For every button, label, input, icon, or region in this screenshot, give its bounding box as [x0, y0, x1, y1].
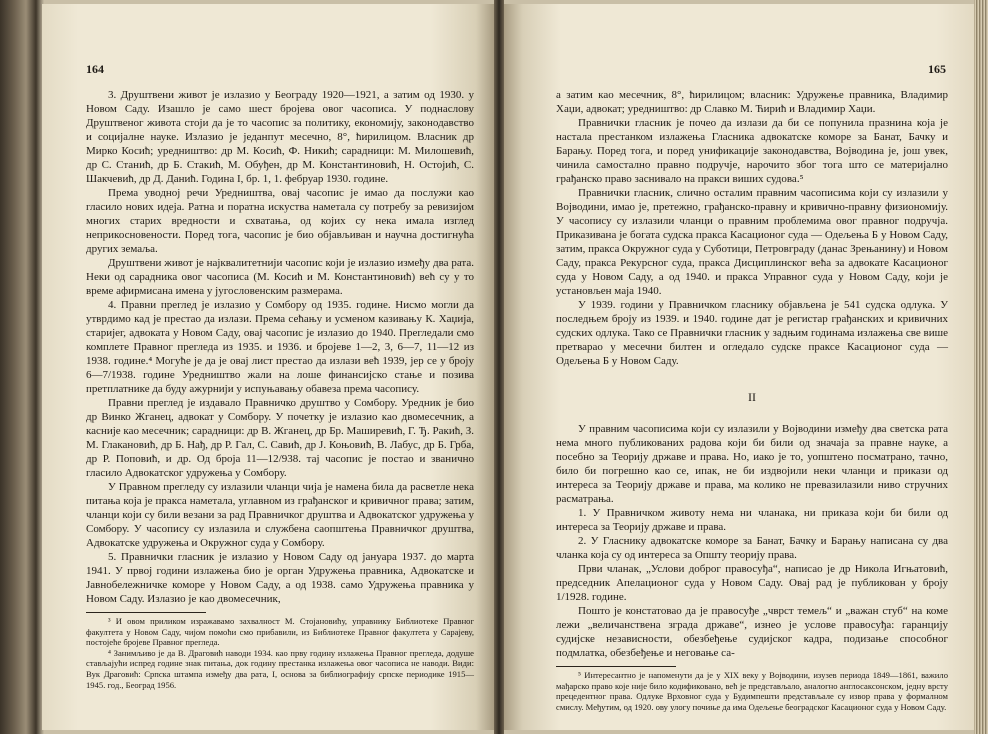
paragraph: Друштвени живот је најквалитетнији часопис који је излазио између два рата. Неки од сарадника овог часописа (М. Косић и М. Константиновић) већ су у то време афирмисана имена у југословенским размерама.: [86, 257, 474, 297]
footnote: ⁴ Занимљиво је да В. Драговић наводи 1934. као прву годину излажења Правног прегледа, додуше стављајући испред године знак питања, док годину престанка излажења овог часописа не наводи. Види: Вук Драговић: Српска штампа између два рата, I, основа за библиографију српске периодике 1915—1945. год., Београд 1956.: [86, 647, 474, 690]
paragraph: 1. У Правничком животу нема ни чланака, ни приказа који би били од интереса за Теорију државе и права.: [556, 507, 948, 533]
paragraph: а затим као месечник, 8°, ћирилицом; власник: Удружење правника, Владимир Хаџи, адвокат; уредништво: др Славко М. Ћирић и Владимир Хаџи.: [556, 89, 948, 115]
right-page: [504, 4, 974, 730]
right-page-number: 165: [928, 62, 946, 76]
paragraph: Први чланак, „Услови доброг правосуђа“, написао је др Никола Игњатовић, председник Апелационог суда у Новом Саду. Овај рад је публикован у броју 1/1928. године.: [556, 563, 948, 603]
paragraph: 4. Правни преглед је излазио у Сомбору од 1935. године. Нисмо могли да утврдимо кад је престао да излази. Према сећању и усменом казивању К. Хаџија, старијег, адвоката у Новом Саду, овај часопис је излазио до 1940. Прегледали смо комплете Правног прегледа из 1935. и 1936. и бројеве 1—2, 3, 6—7, 11—12 из 1938. године.⁴ Могуће је да је овај лист престао да излази већ 1939, јер се у броју 6—7/1938. године Уредништво жали на лоше финансијско стање и позива претплатнике да буду ажурнији у испуњавању обавеза према часопису.: [86, 299, 474, 395]
paragraph: Правни преглед је издавало Правничко друштво у Сомбору. Уредник је био др Винко Жганец, адвокат у Сомбору. У почетку је излазио као двомесечник, а касније као месечник; сарадници: др В. Жганец, др Бр. Маширевић, Г. Ђ. Ракић, З. М. Глакановић, др Б. Нађ, др Р. Гал, С. Савић, др Ј. Коњовић, В. Лабус, др Б. Грба, др Р. Поповић, и др. Од броја 11—12/938. тај часопис је постао и званично гласило Адвокатског удружења у Сомбору.: [86, 397, 474, 479]
paragraph: Правнички гласник је почео да излази да би се попунила празнина која је настала престанком излажења Гласника адвокатске коморе за Банат, Бачку и Барању. Поред тога, и поред унификације законодавства, Војводина је, још увек, чинила самостално правно подручје, нарочито због тога што се материјално грађанско право заснивало на пракси виших судова.⁵: [556, 117, 948, 185]
left-page: [42, 4, 494, 730]
footnote-divider: [556, 666, 676, 667]
paragraph: Према уводној речи Уредништва, овај часопис је имао да послужи као гласило нових идеја. Ратна и поратна искуства наметала су потребу за ревизијом многих старих вредности и схватања, од којих су нека имала изглед неприкосновености. Поред тога, часопис је био објављиван и научна достигнућа других земаља.: [86, 187, 474, 255]
left-page-number: 164: [86, 62, 104, 76]
paragraph: У 1939. години у Правничком гласнику објављена је 541 судска одлука. У последњем броју из 1939. и 1940. године дат је регистар грађанских и кривичних судских одлука. Тако се Правнички гласник у задњим годинама излажења све више претварао у месечни билтен и огледало судске праксе Касационог суда — Одељења Б у Новом Саду.: [556, 299, 948, 367]
book-gutter: [494, 0, 504, 734]
right-page-body: [556, 88, 948, 712]
paragraph: 5. Правнички гласник је излазио у Новом Саду од јануара 1937. до марта 1941. У првој години излажења био је орган Удружења правника, Адвокатске и Јавнобележничке коморе у Новом Саду, а од 1938. само Удружења правника у Новом Саду. Излазио је као двомесечник,: [86, 551, 474, 605]
page-edges: [974, 0, 988, 734]
paragraph: 3. Друштвени живот је излазио у Београду 1920—1921, а затим од 1930. у Новом Саду. Изашло је само шест бројева овог часописа. У поднаслову Друштвеног живота стоји да је то часопис за политику, економију, законодавство и социјалне науке. Излазио је једанпут месечно, 8°, ћирилицом. Власник др Мирко Косић; уредништво: др М. Косић, Ф. Никић; сарадници: М. Милошевић, др С. Станић, др Б. Стакић, М. Обуђен, др М. Константиновић, Н. Остојић, С. Шакчевић, др Д. Данић. Година I, бр. 1, 1. фебруар 1930. године.: [86, 89, 474, 185]
paragraph: 2. У Гласнику адвокатске коморе за Банат, Бачку и Барању написана су два чланка која су од интереса за Општу теорију права.: [556, 535, 948, 561]
paragraph: Правнички гласник, слично осталим правним часописима који су излазили у Војводини, имао је, претежно, грађанско-правну и кривично-правну физиономију. У часопису су излазили чланци о правним проблемима овог правног подручја. Приказивана је богата судска пракса Касационог суда — Одељења Б у Новом Саду, затим, пракса Окружног суда у Суботици, Петровграду (данас Зрењанину) и Новом Саду, пракса Рекурсног суда, пракса Дисциплинског већа за адвокате Касационог суда у Новом Саду, а од 1940. и пракса Управног суда у Новом Саду, који је установљен маја 1940.: [556, 187, 948, 297]
paragraph: Пошто је констатовао да је правосуђе „чврст темељ“ и „важан стуб“ на коме лежи „величанствена зграда државе“, изнео је услове правосуђа: гаранцију судијске независности, обезбеђење судијског кадра, подизање способног подмлатка, обезбеђење и неговање са-: [556, 605, 948, 659]
section-heading: II: [748, 390, 756, 404]
paragraph: У правним часописима који су излазили у Војводини између два светска рата нема много публикованих радова који би били од значаја за правне науке, а посебно за Теорију државе и права. Но, иако је то, уопштено посматрано, тачно, било би погрешно као се, ипак, не би издвојили неки чланци и прикази од интереса за Теорију државе и права, ма колико не превазилазили ниво стручних расматрања.: [556, 423, 948, 505]
left-page-body: [86, 88, 474, 690]
footnote: ⁵ Интересантно је напоменути да је у XIX веку у Војводини, изузев периода 1849—1861, важило мађарско право које није било кодификовано, већ је представљало, аналогно англосаксонском, једну врсту прецедентног права. Одлуке Врховног суда у Будимпешти представљале су извор права у формалном смислу. Међутим, од 1920. ову улогу почиње да има Одељење београдског Касационог суда у Новом Саду.: [556, 670, 948, 712]
footnote-divider: [86, 612, 206, 613]
footnote: ³ И овом приликом изражавамо захвалност М. Стојановићу, управнику Библиотеке Правног факултета у Новом Саду, чијом помоћи смо прибавили, из Библиотеке Правног факултета у Сарајеву, постојеће бројеве Правног прегледа.: [86, 616, 474, 648]
paragraph: У Правном прегледу су излазили чланци чија је намена била да расветле нека питања која је пракса наметала, углавном из грађанског и кривичног права; затим, чланци који су били везани за рад Правничког друштва и Адвокатског удружења у Сомбору. У часопису су излазила и службена саопштења Правничког друштва, Адвокатске удружења и Окружног суда у Сомбору.: [86, 481, 474, 549]
